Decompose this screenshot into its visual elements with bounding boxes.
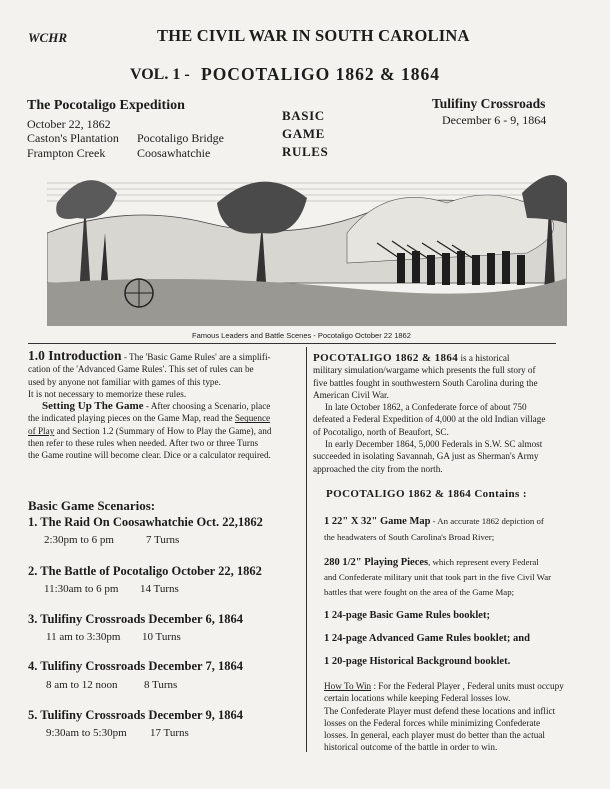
setup-text: - After choosing a Scenario, place xyxy=(143,401,271,412)
contains-title: POCOTALIGO 1862 & 1864 xyxy=(326,488,472,500)
map-desc: the headwaters of South Carolina's Broad River; xyxy=(324,532,495,543)
divider-horizontal xyxy=(28,343,556,344)
of-play-link: of Play xyxy=(28,425,55,436)
scenario-time: 11 am to 3:30pm xyxy=(46,631,121,643)
intro-heading: 1.0 Introduction xyxy=(28,348,122,363)
divider-vertical xyxy=(306,347,307,752)
setup-heading: Setting Up The Game xyxy=(42,400,144,413)
scenario-turns: 10 Turns xyxy=(142,631,181,643)
place-coosawhatchie: Coosawhatchie xyxy=(137,146,211,160)
volume-label: VOL. 1 - xyxy=(130,66,190,83)
booklet-basic: 1 24-page Basic Game Rules booklet; xyxy=(324,610,490,621)
desc-text: military simulation/wargame which presents the full story of xyxy=(313,365,536,376)
battle-scene-illustration xyxy=(47,163,567,326)
setup-text: then refer to these rules when needed. After two or three Turns xyxy=(28,438,259,449)
place-frampton: Frampton Creek xyxy=(27,146,106,160)
setup-text: the indicated playing pieces on the Game Map, read the xyxy=(28,413,235,424)
page-title: THE CIVIL WAR IN SOUTH CAROLINA xyxy=(157,26,470,45)
scenario-turns: 7 Turns xyxy=(146,534,180,546)
desc-text: In early December 1864, 5,000 Federals in S.W. SC almost xyxy=(325,439,543,450)
intro-section xyxy=(28,350,294,462)
how-to-win xyxy=(324,680,588,754)
pieces-item xyxy=(324,556,592,598)
win-text: The Confederate Player must defend these locations and inflict xyxy=(324,705,556,716)
publisher-logo-text: WCHR xyxy=(28,30,68,45)
desc-text: defeated a Federal Expedition of 4,000 at the old Indian village xyxy=(313,414,546,425)
scenarios-heading: Basic Game Scenarios: xyxy=(28,498,156,513)
desc-text: approached the city from the north. xyxy=(313,463,443,474)
scenario-title: 3. Tulifiny Crossroads December 6, 1864 xyxy=(28,612,243,626)
scenario-turns: 8 Turns xyxy=(144,679,178,691)
booklet-historical: 1 20-page Historical Background booklet. xyxy=(324,656,511,667)
win-text: : For the Federal Player , Federal units must occupy xyxy=(371,681,564,691)
scenario-turns: 17 Turns xyxy=(150,727,189,739)
pieces-desc: and Confederate military unit that took part in the five Civil War xyxy=(324,572,552,583)
volume-name: POCOTALIGO 1862 & 1864 xyxy=(201,64,440,84)
scenario-title: 1. The Raid On Coosawhatchie Oct. 22,1862 xyxy=(28,515,263,529)
desc-text: In late October 1862, a Confederate force of about 750 xyxy=(325,402,527,413)
desc-text: is a historical xyxy=(458,353,510,363)
expedition-date: October 22, 1862 xyxy=(27,117,111,131)
intro-text: cation of the 'Advanced Game Rules'. This set of rules can be xyxy=(28,364,254,375)
pieces-item-title: 280 1/2" Playing Pieces xyxy=(324,557,429,568)
game-title: POCOTALIGO 1862 & 1864 xyxy=(313,352,459,364)
win-text: certain locations while keeping Federal losses low. xyxy=(324,693,511,704)
setup-text: and Section 1.2 (Summary of How to Play the Game), and xyxy=(54,425,272,436)
intro-text: used by anyone not familiar with games of this type. xyxy=(28,376,221,387)
win-text: losses. In general, each player must do better than the actual xyxy=(324,730,545,741)
map-desc: - An accurate 1862 depiction of xyxy=(430,516,544,526)
desc-text: five battles fought in southwestern South Carolina during the xyxy=(313,377,538,388)
how-to-win-label: How To Win xyxy=(324,681,372,691)
intro-text: It is not necessary to memorize these rules. xyxy=(28,388,187,399)
scenario-time: 9:30am to 5:30pm xyxy=(46,727,127,739)
illustration-caption: Famous Leaders and Battle Scenes - Pocotaligo October 22 1862 xyxy=(192,331,411,340)
scenario-title: 2. The Battle of Pocotaligo October 22, 1862 xyxy=(28,564,262,578)
win-text: losses on the Federal forces while minimizing Confederate xyxy=(324,717,541,728)
pieces-desc: battles that were fought on the area of the Game Map; xyxy=(324,586,515,597)
scenario-time: 11:30am to 6 pm xyxy=(44,583,119,595)
tulifiny-title: Tulifiny Crossroads xyxy=(432,96,546,111)
desc-text: of Pocotaligo, north of Beaufort, SC. xyxy=(313,426,449,437)
expedition-title: The Pocotaligo Expedition xyxy=(27,98,185,113)
scenario-time: 8 am to 12 noon xyxy=(46,679,118,691)
setup-text: the Game routine will become clear. Dice or a calculator required. xyxy=(28,450,271,461)
game-line: GAME xyxy=(282,126,325,141)
map-item xyxy=(324,515,592,544)
scenario-title: 4. Tulifiny Crossroads December 7, 1864 xyxy=(28,659,243,673)
win-text: historical outcome of the battle in order to win. xyxy=(324,742,498,753)
contains-label: Contains : xyxy=(471,488,527,500)
basic-game-rules-label xyxy=(282,107,328,161)
map-item-title: 1 22" X 32" Game Map xyxy=(324,516,431,527)
rules-line: RULES xyxy=(282,144,329,159)
tulifiny-date: December 6 - 9, 1864 xyxy=(442,113,547,127)
scenario-title: 5. Tulifiny Crossroads December 9, 1864 xyxy=(28,708,243,722)
sequence-link: Sequence xyxy=(234,413,271,424)
booklet-advanced: 1 24-page Advanced Game Rules booklet; and xyxy=(324,633,530,644)
pieces-desc: , which represent every Federal xyxy=(428,557,539,567)
scenario-turns: 14 Turns xyxy=(140,583,179,595)
place-pocotaligo-bridge: Pocotaligo Bridge xyxy=(137,131,224,145)
place-caston: Caston's Plantation xyxy=(27,131,119,145)
desc-text: American Civil War. xyxy=(313,389,389,400)
basic-line: BASIC xyxy=(282,108,325,123)
intro-text: - The 'Basic Game Rules' are a simplifi- xyxy=(121,352,271,362)
contains-heading xyxy=(326,484,527,502)
description-section xyxy=(313,352,581,475)
scenario-time: 2:30pm to 6 pm xyxy=(44,534,114,546)
desc-text: succeeded in isolating Savannah, GA just as Sherman's Army xyxy=(313,451,539,462)
